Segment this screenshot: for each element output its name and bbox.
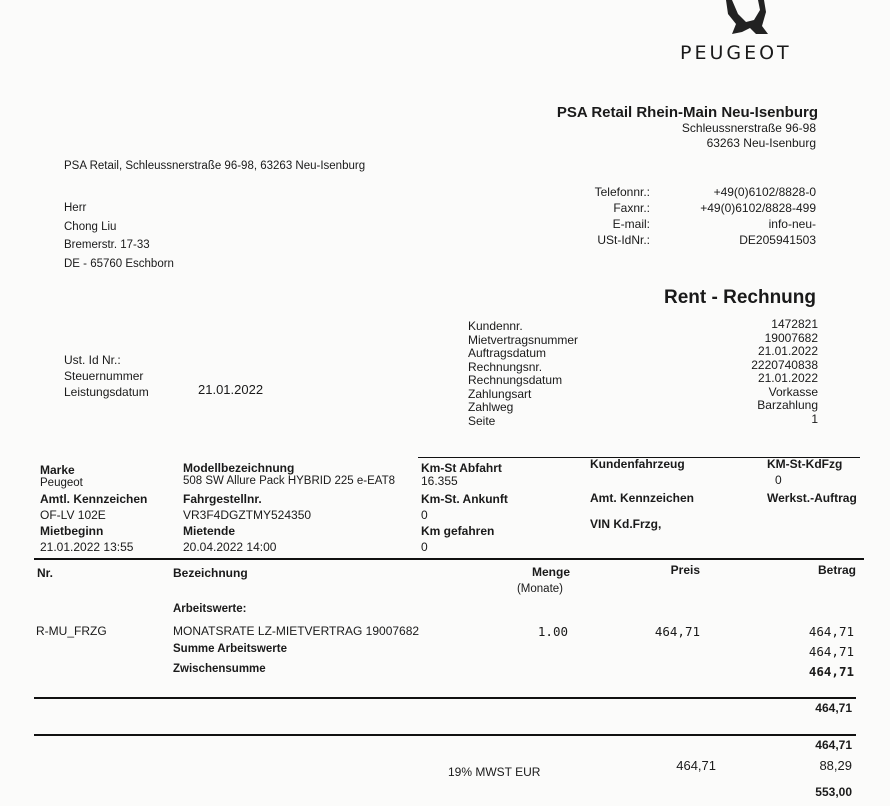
header-preis: Preis <box>670 563 700 577</box>
contact-label-ustid: USt-IdNr.: <box>597 233 650 247</box>
meta-label-zahlweg: Zahlweg <box>468 400 514 414</box>
meta-zahlweg: Barzahlung <box>757 398 818 412</box>
left-info-labels <box>64 352 149 400</box>
meta-label-rechnungsnr: Rechnungsnr. <box>468 359 543 374</box>
leistungsdatum-value: 21.01.2022 <box>198 382 264 397</box>
vehicle-col-5 <box>767 456 857 506</box>
contact-values <box>700 184 816 248</box>
peugeot-lion-logo <box>718 0 782 36</box>
subtotal-1-rule <box>34 697 856 699</box>
modell-value: 508 SW Allure Pack HYBRID 225 e-EAT8 <box>183 475 395 487</box>
header-menge-unit: (Monate) <box>516 583 563 595</box>
sender-line: PSA Retail, Schleussnerstraße 96-98, 63263 Neu-Isenburg <box>64 160 366 172</box>
km-gefahren-label: Km gefahren <box>421 524 495 538</box>
meta-label-rechnungsdatum: Rechnungsdatum <box>468 373 563 387</box>
table-header-rule <box>34 558 864 560</box>
dealer-name: PSA Retail Rhein-Main Neu-Isenburg <box>556 104 818 121</box>
vehicle-col-1 <box>40 462 147 555</box>
row-preis: 464,71 <box>654 624 700 639</box>
meta-rechnungsnr: 2220740838 <box>751 357 818 372</box>
km-ankunft-value: 0 <box>421 508 428 522</box>
vehicle-col-3 <box>421 460 508 555</box>
meta-zahlungsart: Vorkasse <box>768 384 818 399</box>
contact-fax: +49(0)6102/8828-499 <box>700 201 816 215</box>
leistungsdatum-label: Leistungsdatum <box>64 385 149 399</box>
modell-label: Modellbezeichnung <box>183 461 295 475</box>
mietbeginn-value: 21.01.2022 13:55 <box>40 540 134 554</box>
kennzeichen-label: Amtl. Kennzeichen <box>40 492 148 506</box>
mietende-value: 20.04.2022 14:00 <box>183 540 277 554</box>
km-ankunft-label: Km-St. Ankunft <box>421 492 508 506</box>
vehicle-col-2 <box>183 460 395 555</box>
recipient-salutation: Herr <box>64 202 87 214</box>
km-kdfzg-value: 0 <box>775 473 782 487</box>
km-kdfzg-label: KM-St-KdFzg <box>767 457 843 471</box>
fahrgestell-label: Fahrgestellnr. <box>183 492 262 506</box>
meta-label-mietvertrag: Mietvertragsnummer <box>468 332 579 347</box>
mietende-label: Mietende <box>183 524 236 538</box>
fahrgestell-value: VR3F4DGZTMY524350 <box>183 508 312 522</box>
steuernummer-label: Steuernummer <box>64 369 144 383</box>
recipient-city: DE - 65760 Eschborn <box>64 257 174 270</box>
mwst-label: 19% MWST EUR <box>448 765 541 779</box>
summe-arbeitswerte-label: Summe Arbeitswerte <box>173 643 287 655</box>
meta-label-auftragsdatum: Auftragsdatum <box>468 346 547 360</box>
meta-label-seite: Seite <box>468 413 496 428</box>
recipient-street: Bremerstr. 17-33 <box>64 239 150 251</box>
vin-label: VIN Kd.Frzg, <box>590 517 662 531</box>
row-betrag: 464,71 <box>808 624 854 639</box>
contact-label-fax: Faxnr.: <box>613 201 650 215</box>
mwst-amount: 88,29 <box>819 758 852 773</box>
header-bezeichnung: Bezeichnung <box>173 566 248 580</box>
brand-name: PEUGEOT <box>680 42 792 64</box>
contact-phone: +49(0)6102/8828-0 <box>713 185 816 199</box>
marke-label: Marke <box>40 463 75 477</box>
meta-auftragsdatum: 21.01.2022 <box>757 344 818 358</box>
amtl-kennzeichen-2-label: Amt. Kennzeichen <box>590 491 695 505</box>
contact-labels <box>595 184 650 248</box>
mietbeginn-label: Mietbeginn <box>40 524 104 538</box>
werkst-auftrag-label: Werkst.-Auftrag <box>767 491 857 505</box>
header-nr: Nr. <box>37 566 54 580</box>
invoice-meta-labels <box>468 320 578 428</box>
km-abfahrt-value: 16.355 <box>421 474 458 488</box>
km-gefahren-value: 0 <box>421 540 428 554</box>
kundenfahrzeug-label: Kundenfahrzeug <box>590 457 685 471</box>
row-bezeichnung: MONATSRATE LZ-MIETVERTRAG 19007682 <box>173 624 420 638</box>
recipient-name: Chong Liu <box>64 220 117 233</box>
meta-kundennr: 1472821 <box>771 317 818 331</box>
contact-ustid: DE205941503 <box>739 233 816 247</box>
kennzeichen-value: OF-LV 102E <box>40 508 106 522</box>
header-menge: Menge <box>531 565 570 579</box>
zwischensumme-value: 464,71 <box>808 664 854 679</box>
zwischensumme-label: Zwischensumme <box>173 663 266 675</box>
subtotal-2-rule <box>34 734 856 736</box>
invoice-meta-values <box>751 318 818 426</box>
mwst-base: 464,71 <box>676 758 716 773</box>
km-abfahrt-label: Km-St Abfahrt <box>421 461 502 475</box>
marke-value: Peugeot <box>40 477 83 489</box>
recipient-address <box>64 199 174 273</box>
summe-arbeitswerte-value: 464,71 <box>808 644 854 659</box>
header-betrag: Betrag <box>817 563 856 577</box>
document-title: Rent - Rechnung <box>664 287 816 308</box>
meta-seite: 1 <box>811 411 818 426</box>
row-menge: 1.00 <box>537 624 568 639</box>
contact-label-phone: Telefonnr.: <box>594 185 650 199</box>
meta-rechnungsdatum: 21.01.2022 <box>757 371 818 385</box>
total-amount: 553,00 <box>815 785 852 799</box>
contact-email: info-neu- <box>768 217 816 231</box>
meta-label-zahlungsart: Zahlungsart <box>468 386 532 401</box>
dealer-street: Schleussnerstraße 96-98 <box>681 121 816 135</box>
vehicle-col-4 <box>590 456 694 532</box>
subtotal-1-value: 464,71 <box>815 701 852 715</box>
meta-mietvertrag: 19007682 <box>764 330 818 345</box>
dealer-city: 63263 Neu-Isenburg <box>706 136 816 150</box>
meta-label-kundennr: Kundennr. <box>468 319 523 333</box>
section-arbeitswerte: Arbeitswerte: <box>173 603 247 615</box>
row-nr: R-MU_FRZG <box>36 624 107 638</box>
subtotal-2-value: 464,71 <box>815 738 852 752</box>
ustid-label: Ust. Id Nr.: <box>64 353 121 367</box>
contact-label-email: E-mail: <box>612 217 650 231</box>
